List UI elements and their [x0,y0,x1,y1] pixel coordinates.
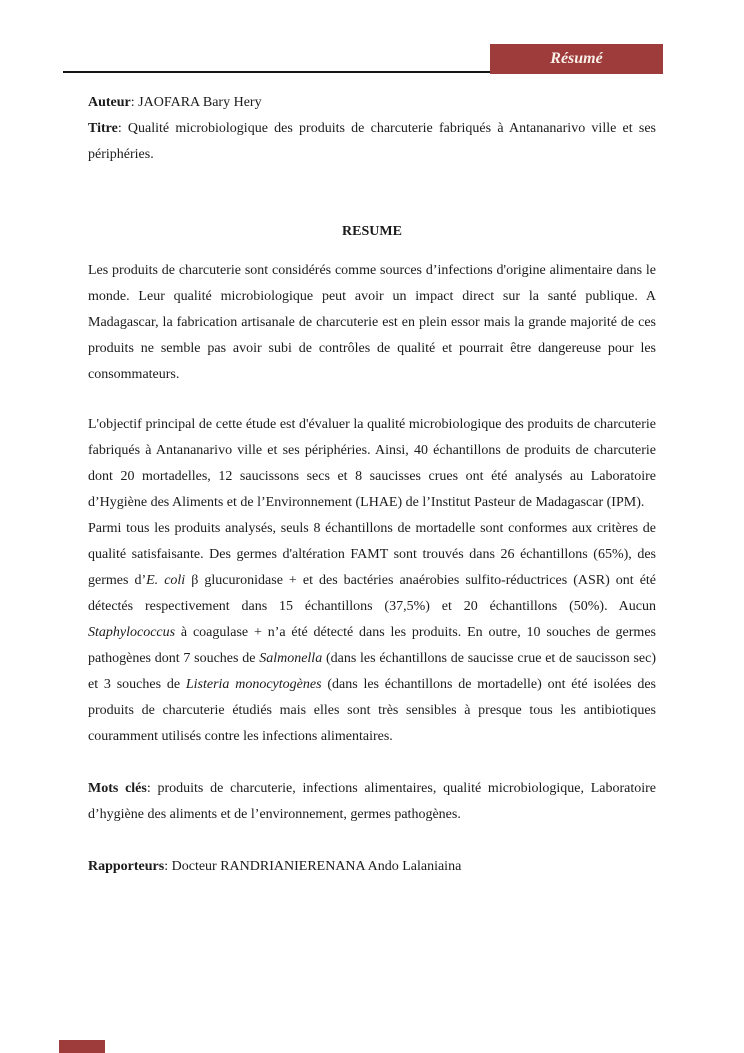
species-e-coli: E. coli [146,573,186,588]
results-text-4: (dans les échantillons de saucisse crue et de saucisson sec) et 3 souches de [88,651,656,692]
title-line [88,116,656,168]
paragraph-intro: Les produits de charcuterie sont considérés comme sources d’infections d'origine alimentaire dans le monde. Leur qualité microbiologique peut avoir un impact direct sur la santé publique. A Madagascar, la fabrication artisanale de charcuterie est en plein essor mais la grande majorité de ces produits ne semble pas avoir subi de contrôles de qualité et pourrait être dangereuse pour les consommateurs. [88,263,656,382]
section-tab-resume [490,44,663,74]
resume-heading: RESUME [342,224,402,239]
paragraph-results [88,516,656,750]
species-staphylococcus: Staphylococcus [88,625,176,640]
title-value: : Qualité microbiologique des produits de charcuterie fabriqués à Antananarivo ville et ses périphéries. [88,121,656,162]
author-line [88,90,656,116]
results-text-3: à coagulase + n’a été détecté dans les produits. En outre, 10 souches de germes pathogènes dont 7 souches de [88,625,656,666]
rapporteurs-label: Rapporteurs [88,859,165,874]
document-body [88,90,656,880]
species-salmonella: Salmonella [259,651,323,666]
rapporteurs-value: : Docteur RANDRIANIERENANA Ando Lalaniaina [164,859,462,874]
author-label: Auteur [88,95,131,110]
keywords-line [88,776,656,828]
next-page-tab-partial [59,1040,105,1053]
keywords-label: Mots clés [88,781,147,796]
author-value: : JAOFARA Bary Hery [130,95,262,110]
results-text-1: Parmi tous les produits analysés, seuls 8 échantillons de mortadelle sont conformes aux critères de qualité satisfaisante. Des germes d'altération FAMT sont trouvés dans 26 échantillons (65%), des germes d’ [88,521,656,588]
paragraph-objective: L'objectif principal de cette étude est d'évaluer la qualité microbiologique des produits de charcuterie fabriqués à Antananarivo ville et ses périphéries. Ainsi, 40 échantillons de produits de charcuterie dont 20 mortadelles, 12 saucissons secs et 8 saucisses crues ont été analysés au Laboratoire d’Hygiène des Aliments et de l’Environnement (LHAE) de l’Institut Pasteur de Madagascar (IPM). [88,417,656,510]
keywords-value: : produits de charcuterie, infections alimentaires, qualité microbiologique, Laboratoire d’hygiène des aliments et de l’environnement, germes pathogènes. [88,781,657,822]
results-text-2: β glucuronidase + et des bactéries anaérobies sulfito-réductrices (ASR) ont été détectés respectivement dans 15 échantillons (37,5%) et 20 échantillons (50%). Aucun [88,573,657,614]
section-tab-label: Résumé [550,50,603,67]
title-label: Titre [88,121,118,136]
results-text-5: (dans les échantillons de mortadelle) ont été isolées des produits de charcuterie étudiés mais elles sont très sensibles à presque tous les antibiotiques couramment utilisés contre les infections alimentaires. [88,677,656,744]
species-listeria: Listeria monocytogènes [185,677,322,692]
rapporteurs-line [88,854,656,880]
